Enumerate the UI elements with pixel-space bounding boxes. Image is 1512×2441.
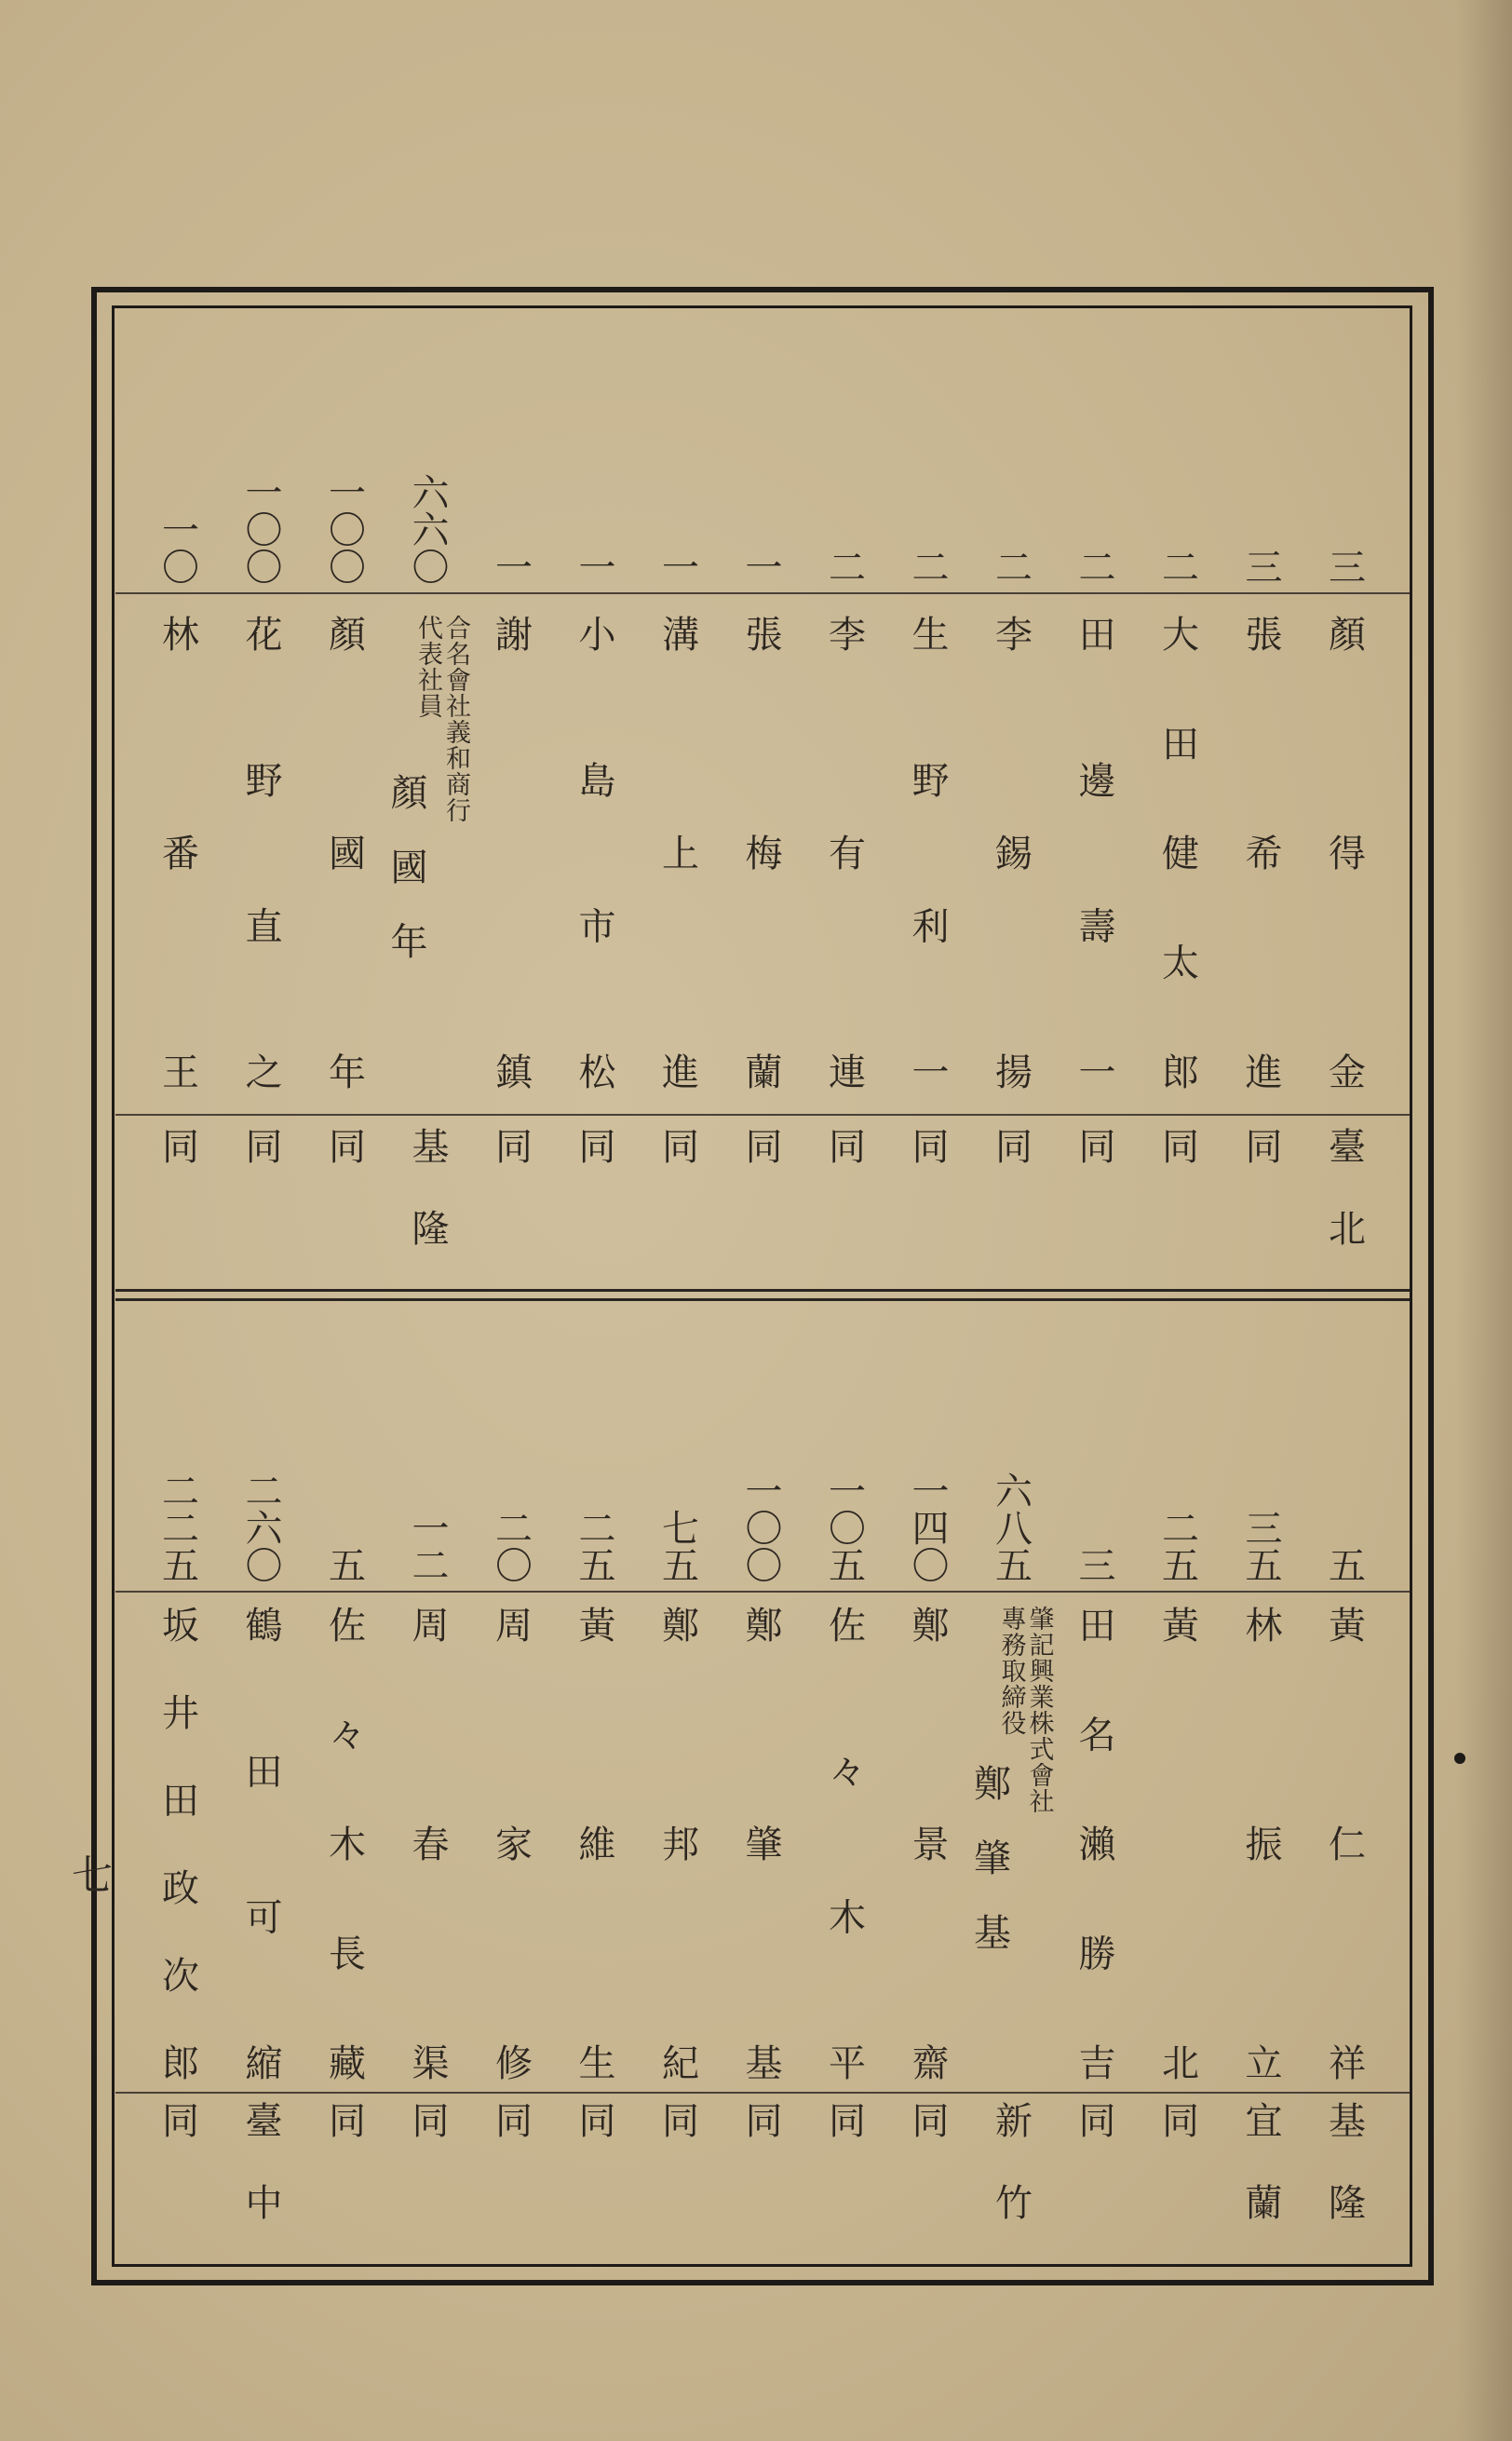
share-count: 一四〇 bbox=[906, 1471, 949, 1583]
residence: 臺北 bbox=[1322, 1127, 1366, 1291]
residence: 同 bbox=[573, 1127, 615, 1209]
residence: 同 bbox=[155, 2101, 199, 2183]
shareholder-name: 林 番 王 bbox=[155, 615, 199, 1090]
shareholder-name: 生 野 利 一 bbox=[906, 615, 949, 1090]
share-count: 三五 bbox=[1239, 1509, 1282, 1583]
share-count: 一 bbox=[655, 548, 699, 585]
residence: 同 bbox=[655, 1127, 699, 1209]
shareholder-name: 佐 々 木 長 藏 bbox=[322, 1606, 366, 2081]
share-count: 二二五 bbox=[155, 1471, 199, 1583]
residence: 同 bbox=[655, 2101, 699, 2183]
share-count: 三 bbox=[1239, 548, 1282, 585]
share-count: 五 bbox=[322, 1546, 366, 1583]
residence: 同 bbox=[489, 1127, 533, 1209]
shareholder-name: 顏 得 金 bbox=[1322, 615, 1366, 1090]
share-count: 一〇 bbox=[155, 510, 199, 585]
bottom-number-rule bbox=[115, 1591, 1410, 1593]
shareholder-name: 小 島 市 松 bbox=[573, 615, 615, 1090]
residence: 同 bbox=[822, 1127, 866, 1209]
shareholder-name: 張 梅 蘭 bbox=[739, 615, 782, 1090]
share-count: 一 bbox=[573, 548, 615, 585]
share-count: 一〇〇 bbox=[239, 473, 282, 585]
share-count: 二六〇 bbox=[239, 1471, 282, 1583]
share-count: 五 bbox=[1322, 1546, 1366, 1583]
shareholder-name: 李 錫 揚 bbox=[989, 615, 1033, 1090]
residence: 宜蘭 bbox=[1239, 2101, 1282, 2265]
shareholder-name: 張 希 進 bbox=[1239, 615, 1282, 1090]
share-count: 二 bbox=[906, 548, 949, 585]
residence: 同 bbox=[989, 1127, 1033, 1209]
company-name-block bbox=[969, 1606, 1053, 2081]
share-count: 一二 bbox=[406, 1509, 449, 1583]
section-divider-lower bbox=[115, 1298, 1410, 1301]
residence: 同 bbox=[906, 2101, 949, 2183]
share-count: 二〇 bbox=[489, 1509, 533, 1583]
share-count: 二 bbox=[1155, 548, 1199, 585]
shareholder-name: 坂 井 田 政 次 郎 bbox=[155, 1606, 199, 2081]
share-count: 三 bbox=[1322, 548, 1366, 585]
residence: 同 bbox=[906, 1127, 949, 1209]
shareholder-name: 周 春 渠 bbox=[406, 1606, 449, 2081]
shareholder-name: 李 有 連 bbox=[822, 615, 866, 1090]
ink-dot bbox=[1454, 1753, 1465, 1764]
page-number: 七 bbox=[64, 1853, 112, 1894]
share-count: 七五 bbox=[655, 1509, 699, 1583]
top-place-rule bbox=[115, 1114, 1410, 1116]
residence: 同 bbox=[1155, 1127, 1199, 1209]
share-count: 一〇〇 bbox=[322, 473, 366, 585]
share-count: 一〇〇 bbox=[739, 1471, 782, 1583]
residence: 同 bbox=[406, 2101, 449, 2183]
share-count: 六八五 bbox=[989, 1471, 1033, 1583]
shareholder-name: 田 邊 壽 一 bbox=[1073, 615, 1115, 1090]
share-count: 二 bbox=[822, 548, 866, 585]
residence: 同 bbox=[1155, 2101, 1199, 2183]
share-count: 三 bbox=[1073, 1546, 1115, 1583]
share-count: 二五 bbox=[1155, 1509, 1199, 1583]
shareholder-name: 顏 國 年 bbox=[385, 773, 427, 959]
residence: 同 bbox=[489, 2101, 533, 2183]
residence: 基隆 bbox=[1322, 2101, 1366, 2265]
company-name: 合名會社義和商行 bbox=[441, 615, 470, 823]
shareholder-name: 黃 北 bbox=[1155, 1606, 1199, 2081]
residence: 基隆 bbox=[406, 1127, 449, 1291]
residence: 同 bbox=[155, 1127, 199, 1209]
shareholder-name: 鄭 肇 基 bbox=[739, 1606, 782, 2081]
residence: 同 bbox=[239, 1127, 282, 1209]
residence: 同 bbox=[822, 2101, 866, 2183]
company-name-block bbox=[385, 615, 469, 1090]
residence: 同 bbox=[1073, 2101, 1115, 2183]
shareholder-name: 黃 仁 祥 bbox=[1322, 1606, 1366, 2081]
residence: 臺中 bbox=[239, 2101, 282, 2265]
section-divider-upper bbox=[115, 1289, 1410, 1292]
shareholder-name: 顏 國 年 bbox=[322, 615, 366, 1090]
shareholder-name: 鶴 田 可 縮 bbox=[239, 1606, 282, 2081]
residence: 新竹 bbox=[989, 2101, 1033, 2265]
company-title: 代表社員 bbox=[413, 615, 442, 719]
residence: 同 bbox=[1073, 1127, 1115, 1209]
page-edge-shadow bbox=[1456, 0, 1512, 2441]
share-count: 二 bbox=[989, 548, 1033, 585]
residence: 同 bbox=[1239, 1127, 1282, 1209]
shareholder-name: 花 野 直 之 bbox=[239, 615, 282, 1090]
shareholder-name: 鄭 肇 基 bbox=[967, 1764, 1011, 1950]
residence: 同 bbox=[322, 2101, 366, 2183]
residence: 同 bbox=[322, 1127, 366, 1209]
top-number-rule bbox=[115, 592, 1410, 594]
share-count: 二五 bbox=[573, 1509, 615, 1583]
shareholder-name: 黃 維 生 bbox=[573, 1606, 615, 2081]
shareholder-name: 鄭 邦 紀 bbox=[655, 1606, 699, 2081]
shareholder-name: 鄭 景 齋 bbox=[906, 1606, 949, 2081]
share-count: 一 bbox=[739, 548, 782, 585]
shareholder-name: 大田健太郎 bbox=[1155, 615, 1199, 1090]
shareholder-name: 林 振 立 bbox=[1239, 1606, 1282, 2081]
share-count: 一〇五 bbox=[822, 1471, 866, 1583]
share-count: 二 bbox=[1073, 548, 1115, 585]
residence: 同 bbox=[739, 2101, 782, 2183]
residence: 同 bbox=[739, 1127, 782, 1209]
shareholder-name: 溝 上 進 bbox=[655, 615, 699, 1090]
bottom-place-rule bbox=[115, 2092, 1410, 2094]
share-count: 一 bbox=[489, 548, 533, 585]
shareholder-name: 佐 々 木 平 bbox=[822, 1606, 866, 2081]
company-name: 肇記興業株式會社 bbox=[1024, 1606, 1054, 1814]
company-title: 專務取締役 bbox=[996, 1606, 1026, 1736]
shareholder-name: 謝 鎮 bbox=[489, 615, 533, 1090]
share-count: 六六〇 bbox=[406, 473, 449, 585]
shareholder-name: 田 名 瀨 勝 吉 bbox=[1073, 1606, 1115, 2081]
residence: 同 bbox=[573, 2101, 615, 2183]
shareholder-name: 周 家 修 bbox=[489, 1606, 533, 2081]
